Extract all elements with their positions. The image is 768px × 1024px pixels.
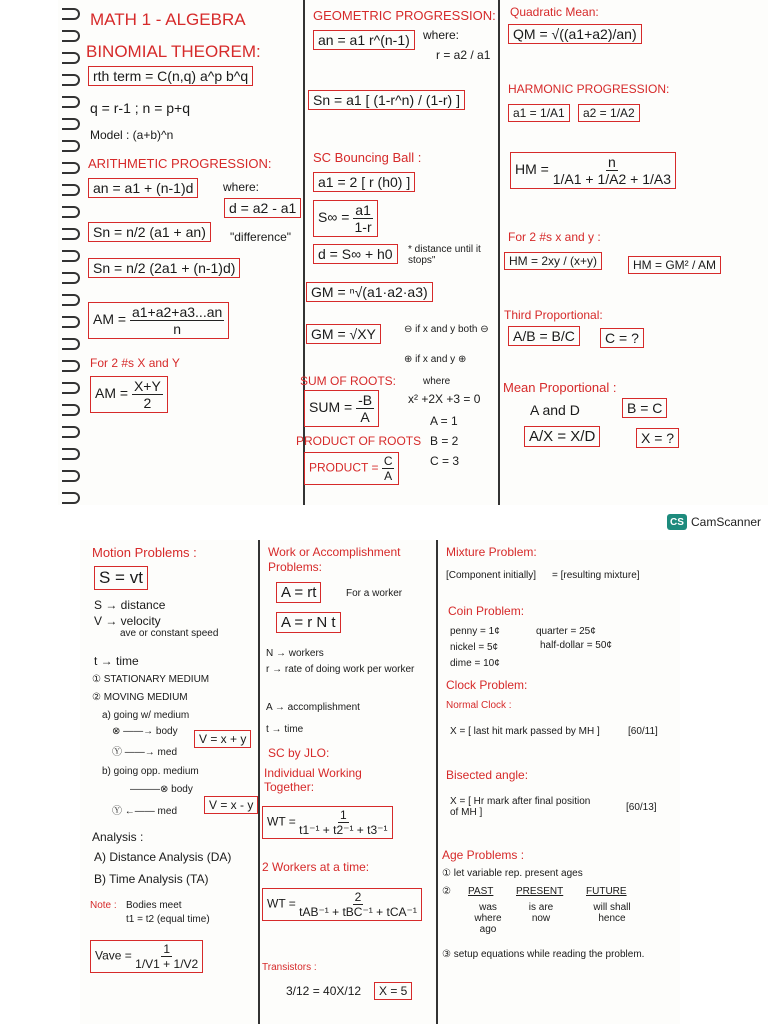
vave-denominator: 1/V1 + 1/V2: [135, 957, 199, 971]
v-note: ave or constant speed: [120, 628, 219, 639]
s-infinity-formula: [313, 200, 378, 237]
for-two-numbers-note: For 2 #s X and Y: [90, 356, 180, 370]
transistors-equation: 3/12 = 40X/12: [286, 984, 362, 998]
sum-denominator: A: [360, 409, 370, 425]
harmonic-heading: HARMONIC PROGRESSION:: [508, 82, 670, 96]
note-text: Bodies meet: [126, 900, 182, 911]
where-label-roots: where: [423, 376, 451, 387]
r-definition: r → rate of doing work per worker: [266, 664, 415, 675]
rth-term-formula: rth term = C(n,q) a^p b^q: [88, 66, 253, 86]
svt-formula: S = vt: [94, 566, 148, 590]
wt-label: WT =: [267, 814, 296, 829]
sn-geo-formula: Sn = a1 [ (1-r^n) / (1-r) ]: [308, 90, 465, 110]
mixture-component: [Component initially]: [446, 570, 537, 581]
vave-numerator: 1: [163, 942, 171, 956]
d-ball-formula: d = S∞ + h0: [313, 244, 398, 264]
hm-numerator: n: [607, 154, 616, 170]
s-infinity-label: S∞ =: [318, 209, 350, 226]
bisected-fraction: [60/13]: [626, 802, 657, 813]
product-of-roots-heading: PRODUCT OF ROOTS: [296, 434, 422, 448]
geometric-heading: GEOMETRIC PROGRESSION:: [313, 8, 496, 23]
present-header: PRESENT: [516, 886, 564, 897]
c-question-box: C = ?: [600, 328, 644, 348]
vave-label: Vave =: [95, 948, 132, 963]
mixture-heading: Mixture Problem:: [446, 545, 537, 559]
a1-harmonic-formula: a1 = 1/A1: [508, 104, 570, 122]
column-divider: [303, 0, 305, 505]
wt2-formula: [262, 888, 422, 921]
past-words: was where ago: [474, 902, 502, 935]
wt2-denominator: tAB⁻¹ + tBC⁻¹ + tCA⁻¹: [299, 905, 417, 919]
sn-formula-2: Sn = n/2 (2a1 + (n-1)d): [88, 258, 240, 278]
d-formula: d = a2 - a1: [224, 198, 301, 218]
quadratic-equation: x² +2X +3 = 0: [408, 392, 481, 406]
dime-value: dime = 10¢: [450, 658, 500, 669]
model-text: Model : (a+b)^n: [90, 128, 174, 142]
wt2-numerator: 2: [354, 890, 362, 904]
going-opposite-medium: b) going opp. medium: [102, 766, 199, 777]
am-denominator: n: [173, 321, 182, 337]
a-and-d-text: A and D: [530, 402, 580, 418]
product-label: PRODUCT =: [309, 460, 379, 475]
arithmetic-heading: ARITHMETIC PROGRESSION:: [88, 156, 272, 171]
spiral-binding: [58, 0, 88, 505]
age-heading: Age Problems :: [442, 848, 525, 862]
binomial-heading: BINOMIAL THEOREM:: [86, 42, 261, 61]
q-n-relation: q = r-1 ; n = p+q: [90, 100, 191, 116]
column-divider: [498, 0, 500, 505]
hm-formula: [510, 152, 676, 189]
clock-fraction: [60/11]: [628, 726, 658, 737]
time-analysis: B) Time Analysis (TA): [94, 872, 209, 886]
b-value: B = 2: [430, 434, 459, 448]
normal-clock-label: Normal Clock :: [446, 700, 512, 711]
am-two-numbers-formula: AM = $\frac{X+Y}{2}$: [90, 376, 168, 413]
a-definition: A → accomplishment: [266, 702, 360, 713]
body-arrow-2: ———⊗ body: [130, 784, 193, 795]
gm-xy-formula: GM = √XY: [306, 324, 381, 344]
wt-denominator: t1⁻¹ + t2⁻¹ + t3⁻¹: [299, 823, 388, 837]
age-step-3: ③ setup equations while reading the problem.: [442, 949, 645, 960]
s-infinity-denominator: 1-r: [354, 219, 372, 235]
clock-equation: X = [ last hit mark passed by MH ]: [450, 726, 600, 737]
gm-n-formula: GM = ⁿ√(a1·a2·a3): [306, 282, 433, 302]
third-proportional-formula: A/B = B/C: [508, 326, 580, 346]
camscanner-watermark: [667, 514, 761, 530]
sum-of-roots-heading: SUM OF ROOTS:: [300, 374, 396, 388]
coin-heading: Coin Problem:: [448, 604, 525, 618]
quarter-value: quarter = 25¢: [536, 626, 596, 637]
transistors-heading: Transistors :: [262, 962, 317, 973]
distance-analysis: A) Distance Analysis (DA): [94, 850, 232, 864]
future-header: FUTURE: [586, 886, 627, 897]
qm-formula: QM = √((a1+a2)/an): [508, 24, 642, 44]
gm-positive-note: ⊕ if x and y ⊕: [404, 354, 467, 365]
x-question-box: X = ?: [636, 428, 679, 448]
vave-formula: [90, 940, 203, 973]
moving-medium: ② MOVING MEDIUM: [92, 692, 188, 703]
product-formula: [304, 452, 399, 485]
for-two-xy-note: For 2 #s x and y :: [508, 230, 601, 244]
am-formula: [88, 302, 229, 339]
sn-formula-1: Sn = n/2 (a1 + an): [88, 222, 211, 242]
t-definition: t → time: [94, 654, 139, 668]
page-title: MATH 1 - ALGEBRA: [90, 10, 246, 29]
past-header: PAST: [468, 886, 494, 897]
wt-formula: [262, 806, 393, 839]
half-dollar-value: half-dollar = 50¢: [540, 640, 612, 651]
v-minus-formula: V = x - y: [204, 796, 258, 814]
note-text-2: t1 = t2 (equal time): [126, 914, 210, 925]
bisected-equation: X = [ Hr mark after final position of MH ]: [450, 796, 591, 818]
where-label-geo: where:: [423, 28, 460, 42]
for-a-worker-note: For a worker: [346, 588, 403, 599]
camscanner-logo-icon: CS: [667, 514, 687, 530]
am2-denominator: 2: [143, 395, 152, 411]
mean-proportional-heading: Mean Proportional :: [503, 380, 617, 395]
hm-xy-formula: HM = 2xy / (x+y): [504, 252, 602, 270]
v-definition: V → velocity: [94, 614, 161, 628]
b-equals-c-box: B = C: [622, 398, 667, 418]
n-definition: N → workers: [266, 648, 324, 659]
product-denominator: A: [384, 469, 393, 483]
present-words: is are now: [528, 902, 554, 924]
bouncing-ball-heading: SC Bouncing Ball :: [313, 150, 422, 165]
penny-value: penny = 1¢: [450, 626, 500, 637]
age-step-1: ① let variable rep. present ages: [442, 868, 583, 879]
med-arrow-2: Ⓨ ←—— med: [112, 806, 178, 817]
analysis-label: Analysis :: [92, 830, 144, 844]
a1-ball-formula: a1 = 2 [ r (h0) ]: [313, 172, 415, 192]
future-words: will shall hence: [593, 902, 631, 924]
bisected-heading: Bisected angle:: [446, 768, 529, 782]
product-numerator: C: [383, 454, 393, 468]
clock-heading: Clock Problem:: [446, 678, 528, 692]
gm-negative-note: ⊖ if x and y both ⊖: [404, 324, 489, 335]
column-divider: [258, 540, 260, 1024]
camscanner-label: CamScanner: [691, 515, 762, 529]
an-arith-formula: an = a1 + (n-1)d: [88, 178, 198, 198]
note-label: Note :: [90, 900, 117, 911]
sc-by-jlo-heading: SC by JLO:: [268, 746, 330, 760]
sum-formula: [304, 390, 379, 427]
age-step-2-icon: ②: [442, 886, 451, 897]
going-with-medium: a) going w/ medium: [102, 710, 190, 721]
an-geo-formula: an = a1 r^(n-1): [313, 30, 415, 50]
am-numerator: a1+a2+a3...an: [131, 304, 223, 320]
med-arrow-1: Ⓨ ——→ med: [112, 747, 178, 758]
am-label: AM =: [93, 311, 127, 328]
t-definition-work: t → time: [266, 724, 304, 735]
am2-numerator: X+Y: [133, 378, 161, 394]
two-workers-heading: 2 Workers at a time:: [262, 860, 370, 874]
column-divider: [436, 540, 438, 1024]
sum-numerator: -B: [358, 392, 373, 408]
body-arrow-1: ⊗ ——→ body: [112, 726, 178, 737]
mixture-resulting: = [resulting mixture]: [552, 570, 640, 581]
notebook-page-2: [80, 540, 680, 1024]
notebook-page-1: [58, 0, 768, 505]
s-infinity-numerator: a1: [355, 202, 371, 218]
arnt-formula: A = r N t: [276, 612, 341, 633]
wt2-label: WT =: [267, 896, 296, 911]
difference-note: "difference": [230, 230, 292, 244]
motion-heading: Motion Problems :: [92, 545, 197, 560]
quadratic-mean-heading: Quadratic Mean:: [510, 5, 599, 19]
third-proportional-heading: Third Proportional:: [504, 308, 603, 322]
where-label: where:: [223, 180, 260, 194]
sum-label: SUM =: [309, 399, 353, 416]
work-heading: Work or Accomplishment Problems:: [268, 545, 401, 574]
r-formula: r = a2 / a1: [436, 48, 491, 62]
nickel-value: nickel = 5¢: [450, 642, 499, 653]
s-definition: S → distance: [94, 598, 166, 612]
individual-working-heading: Individual Working Together:: [264, 766, 362, 794]
hm-gm-formula: HM = GM² / AM: [628, 256, 721, 274]
mean-proportional-formula: A/X = X/D: [524, 426, 600, 447]
c-value: C = 3: [430, 454, 460, 468]
art-formula: A = rt: [276, 582, 321, 603]
a2-harmonic-formula: a2 = 1/A2: [578, 104, 640, 122]
stationary-medium: ① STATIONARY MEDIUM: [92, 674, 210, 685]
x5-box: X = 5: [374, 982, 412, 1000]
distance-note: * distance until it stops": [408, 244, 481, 266]
wt-numerator: 1: [339, 808, 347, 822]
v-plus-formula: V = x + y: [194, 730, 251, 748]
hm-label: HM =: [515, 161, 549, 178]
hm-denominator: 1/A1 + 1/A2 + 1/A3: [552, 171, 672, 187]
a-value: A = 1: [430, 414, 458, 428]
